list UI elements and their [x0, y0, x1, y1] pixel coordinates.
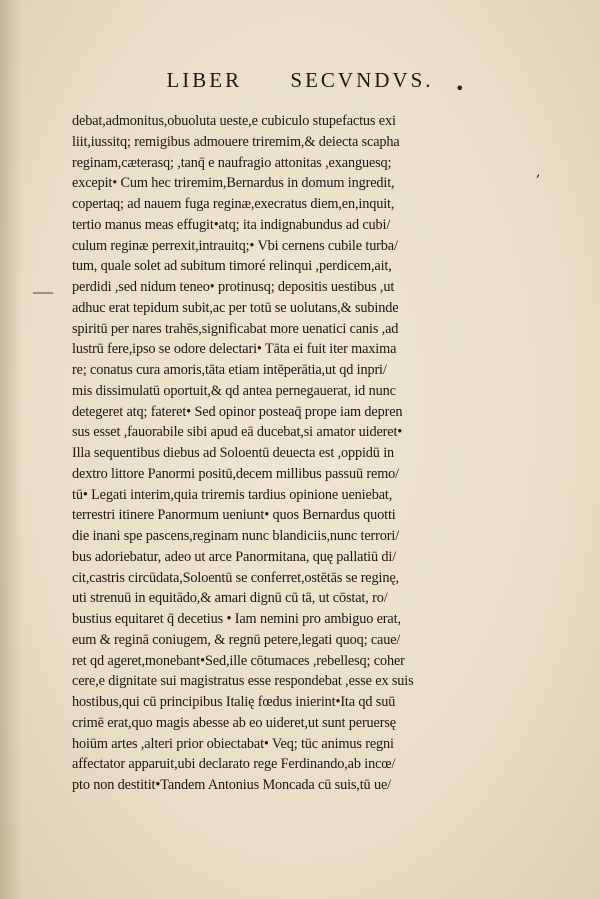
line-end-mark: , — [536, 164, 541, 180]
text-line: Illa sequentibus diebus ad Soloentū deuecta est ,oppidū in — [72, 445, 395, 461]
text-line: cere,e dignitate sui magistratus esse respondebat ,esse ex suis — [72, 673, 414, 690]
text-line: pto non destitit•Tandem Antonius Moncada cū suis,tū ue/ — [72, 777, 391, 793]
text-line: terrestri itinere Panormum ueniunt• quos Bernardus quotti — [72, 507, 396, 524]
text-line: eum & reginā coniugem, & regnū petere,legati quoq; caue/ — [72, 631, 401, 648]
text-line: sus esset ,fauorabile sibi apud eā ducebat,si amator uideret• — [72, 424, 403, 441]
text-line: tū• Legati interim,quia triremis tardius opinione ueniebat, — [72, 486, 393, 503]
text-line: debat,admonitus,obuoluta ueste,e cubiculo stupefactus exi — [72, 113, 396, 129]
text-line: perdidi ,sed nidum teneo• protinusq; depositis uestibus ,ut — [72, 279, 395, 295]
text-line: tum, quale solet ad subitum timoré relinqui ,perdicem,ait, — [72, 258, 392, 275]
text-line: copertaq; ad nauem fuga reginæ,execratus diem,en,inquit, — [72, 196, 395, 212]
text-line: lustrū fere,ipso se odore delectari• Tāta ei fuit iter maxima — [72, 341, 397, 358]
text-line: re; conatus cura amoris,tāta etiam intēperātia,ut qd inpri/ — [72, 362, 387, 378]
text-line: dextro littore Panormi positū,decem millibus passuū remo/ — [72, 465, 399, 482]
text-line: reginam,cæterasq; ,tanq̄ e naufragio attonitas ,exanguesq; — [72, 154, 392, 171]
text-line: uti strenuū in equitādo,& amari dignū cū tā, ut cōstat, ro/ — [72, 590, 388, 607]
text-line: bus adoriebatur, adeo ut arce Panormitana, quę pallatiū di/ — [72, 548, 397, 565]
text-line: tertio manus meas effugit•atq; ita indignabundus ad cubi/ — [72, 216, 391, 233]
text-line: excepit• Cum hec triremim,Bernardus in domum ingredit, — [72, 175, 395, 192]
margin-mark — [33, 292, 53, 294]
body-text — [72, 111, 534, 796]
text-line: culum reginæ perrexit,intrauitq;• Vbi cernens cubile turba/ — [72, 237, 398, 254]
text-line: cit,castris circūdata,Soloentū se conferret,ostētās se reginę, — [72, 569, 399, 586]
text-line: spiritū per nares trahēs,significabat more uenatici canis ,ad — [72, 320, 399, 337]
text-line: die inani spe pascens,reginam nunc blandiciis,nunc terrori/ — [72, 528, 400, 544]
text-line: hostibus,qui cū principibus Italię fœdus inierint•Ita qd suū — [72, 694, 396, 710]
corner-mark: • — [455, 79, 465, 98]
text-line: bustius equitaret q̄ decetius • Iam nemini pro ambiguo erat, — [72, 611, 401, 627]
running-head-left: LIBER — [166, 68, 243, 92]
running-head-right: SECVNDVS. — [290, 68, 434, 92]
text-line: hoiūm artes ,alteri prior obiectabat• Veq; tūc animus regni — [72, 735, 394, 752]
gutter-shadow — [0, 0, 22, 899]
text-line: adhuc erat tepidum subit,ac per totū se uolutans,& subinde — [72, 299, 399, 316]
text-line: mis dissimulatū oportuit,& qd antea pernegauerat, id nunc — [72, 382, 396, 399]
running-head — [0, 68, 600, 93]
text-line: ret qd ageret,monebant•Sed,ille cōtumaces ,rebellesq; coher — [72, 652, 405, 669]
text-line: detegeret atq; fateret• Sed opinor posteaq̄ prope iam depren — [72, 403, 403, 420]
text-line: affectator apparuit,ubi declarato rege Ferdinando,ab incœ/ — [72, 756, 396, 773]
text-line: crimē erat,quo magis abesse ab eo uideret,ut sunt peruersę — [72, 714, 396, 731]
text-line: liit,iussitq; remigibus admouere triremim,& deiecta scapha — [72, 133, 400, 150]
